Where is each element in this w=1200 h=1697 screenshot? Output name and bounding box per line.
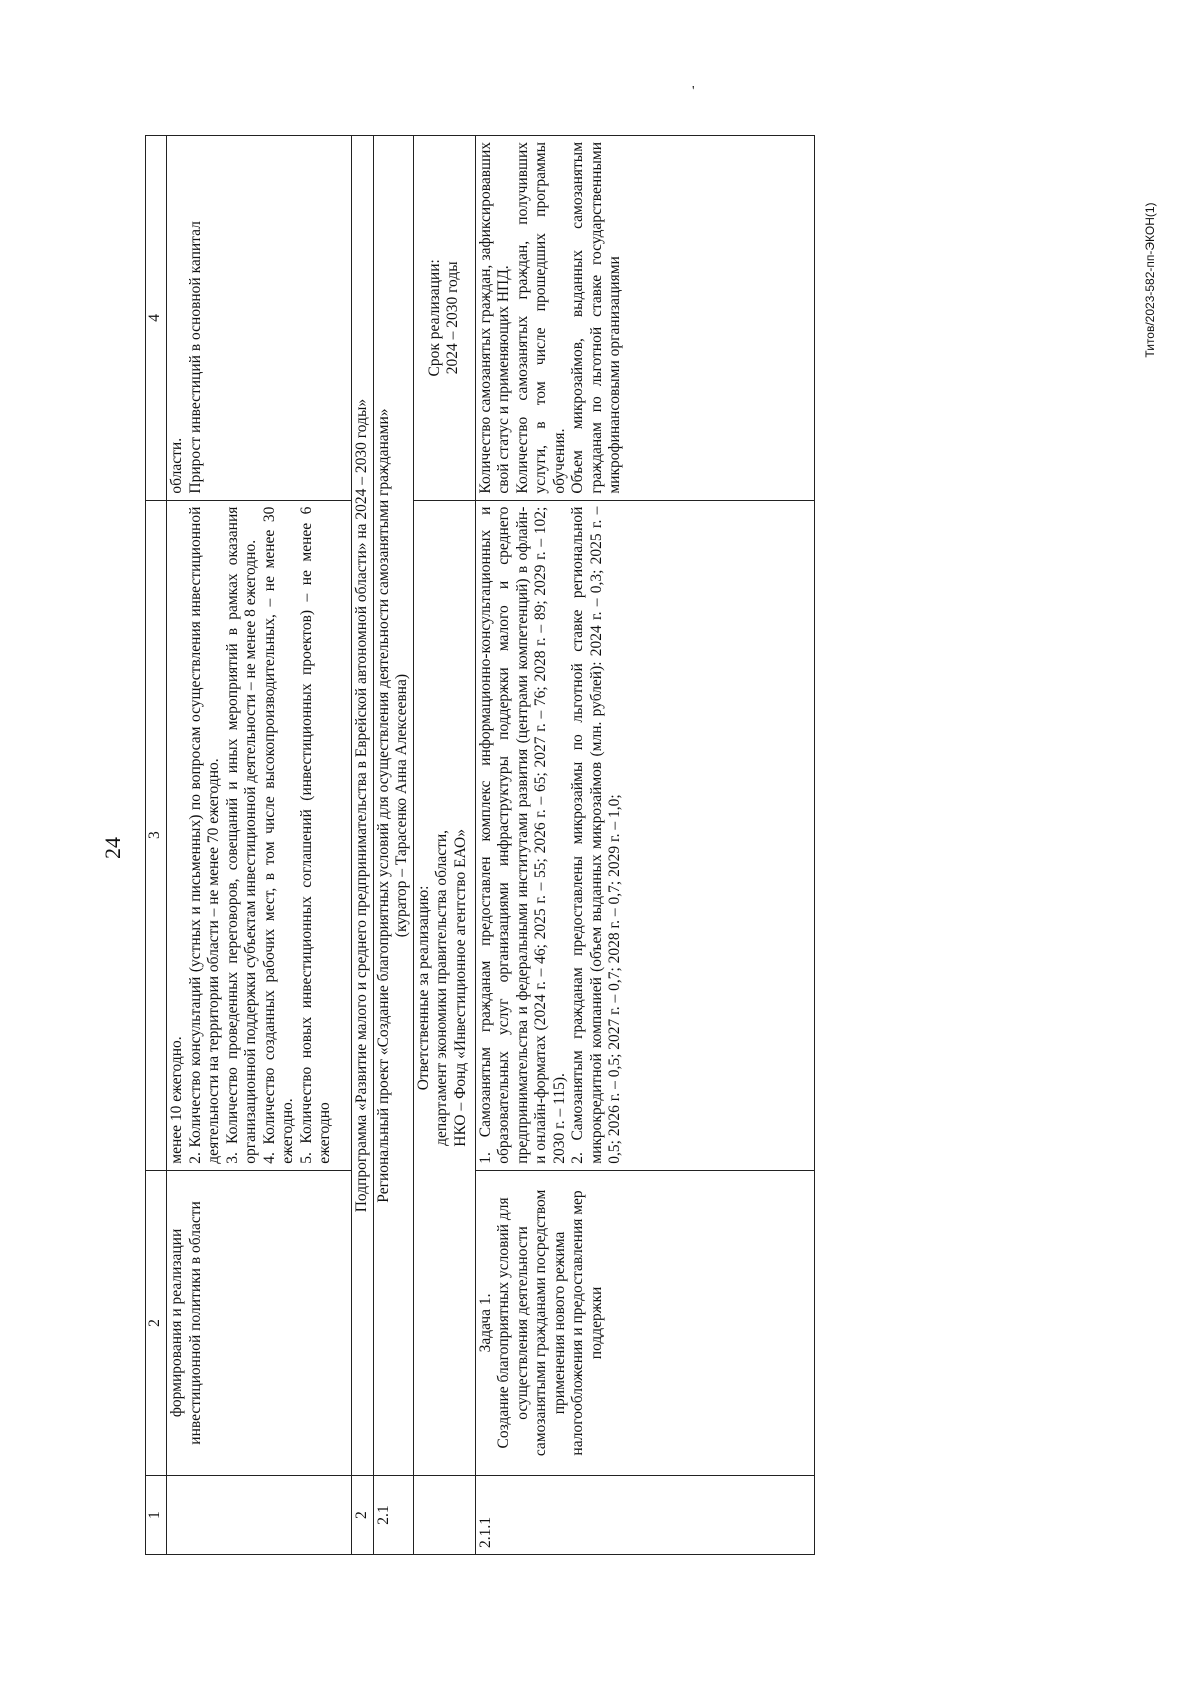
- results-cell: [475, 500, 815, 1170]
- table-row: [413, 136, 475, 1555]
- regional-project-title: [373, 136, 413, 1476]
- result-item: 5. Количество новых инвестиционных соглашений (инвестиционных проектов) – не менее 6 ежегодно: [297, 506, 333, 1164]
- table-row: [373, 136, 413, 1555]
- row-number-cell: 2.1.1: [475, 1476, 815, 1555]
- header-cell: 2: [146, 1170, 167, 1475]
- project-curator: (куратор – Тарасенко Анна Алексеевна): [393, 673, 410, 938]
- task-title: Задача 1.: [476, 1293, 494, 1353]
- task-cell: [475, 1170, 815, 1475]
- table-header-row: [146, 136, 167, 1555]
- result-item: менее 10 ежегодно.: [168, 1036, 185, 1164]
- result-item: 1. Самозанятым гражданам предоставлен комплекс информационно-консультационных и образовательных услуг организациями инфраструктуры поддержки малого и среднего предпринимательства и федеральными институтами развития (центрами компетенций) в офлайн- и онлайн-форматах (2024 г. – 46; 2025 г. – 55; 2026 г. – 65; 2027 г. – 76; 2028 г. – 89; 2029 г. – 102; 2030 г. – 115).: [476, 506, 568, 1164]
- indicators-cell: [167, 136, 352, 501]
- subprogram-title: Подпрограмма «Развитие малого и среднего предпринимательства в Еврейской автономной области» на 2024 – 2030 годы»: [352, 136, 374, 1476]
- indicator-item: Количество самозанятых граждан, зафиксировавших свой статус и применяющих НПД.: [476, 142, 512, 494]
- result-item: 3. Количество проведенных переговоров, совещаний и иных мероприятий в рамках оказания организационной поддержки субъектам инвестиционной деятельности – не менее 8 ежегодно.: [223, 506, 259, 1164]
- page-number: 24: [100, 837, 125, 859]
- header-cell: 4: [146, 136, 167, 501]
- result-item: 2. Количество консультаций (устных и письменных) по вопросам осуществления инвестиционной деятельности на территории области – не менее 70 ежегодно.: [186, 506, 222, 1164]
- table-row: [167, 136, 352, 1555]
- row-number-cell: 2.1: [373, 1476, 413, 1555]
- term-cell: [413, 136, 475, 501]
- term-value: 2024 – 2030 годы: [444, 261, 461, 375]
- responsible-org: НКО – Фонд «Инвестиционное агентство ЕАО»: [451, 829, 469, 1147]
- result-item: 4. Количество созданных рабочих мест, в том числе высокопроизводительных, – не менее 30 ежегодно.: [260, 506, 296, 1164]
- results-cell: [167, 500, 352, 1170]
- result-item: 2. Самозанятым гражданам предоставлены микрозаймы по льготной ставке региональной микрокредитной компанией (объем выданных микрозаймов (млн. рублей): 2024 г. – 0,3; 2025 г. – 0,5; 2026 г. – 0,5; 2027 г. – 0,7; 2028 г. – 0,7; 2029 г. – 1,0;: [569, 506, 623, 1164]
- table-row: [352, 136, 374, 1555]
- responsible-org: департамент экономики правительства области,: [433, 829, 450, 1146]
- responsible-label: Ответственные за реализацию:: [414, 885, 432, 1091]
- indicator-item: области.: [168, 437, 185, 494]
- row-number-cell: [413, 1476, 475, 1555]
- row-number-cell: 2: [352, 1476, 374, 1555]
- project-name: Региональный проект «Создание благоприятных условий для осуществления деятельности самозанятыми гражданами»: [374, 408, 392, 1203]
- scan-mark: ': [692, 84, 695, 99]
- document-code: Титов/2023-582-пп-ЭКОН(1): [1143, 202, 1157, 358]
- header-cell: 1: [146, 1476, 167, 1555]
- program-table: [145, 135, 815, 1555]
- rotated-page-content: [145, 135, 815, 1555]
- indicator-item: Количество самозанятых граждан, получивших услуги, в том числе прошедших программы обучения.: [513, 142, 568, 494]
- term-label: Срок реализации:: [425, 259, 443, 377]
- task-text: Создание благоприятных условий для осуществления деятельности самозанятыми гражданами посредством применения нового режима налогообложения и предоставления мер поддержки: [495, 1189, 605, 1457]
- table-row: [475, 136, 815, 1555]
- indicators-cell: [475, 136, 815, 501]
- row-number-cell: [167, 1476, 352, 1555]
- header-cell: 3: [146, 500, 167, 1170]
- indicator-item: Прирост инвестиций в основной капитал: [186, 221, 204, 494]
- responsible-cell: [413, 500, 475, 1476]
- measure-name-cell: формирования и реализации инвестиционной политики в области: [167, 1170, 352, 1475]
- indicator-item: Объем микрозаймов, выданных самозанятым гражданам по льготной ставке государственными микрофинансовыми организациями: [569, 142, 623, 494]
